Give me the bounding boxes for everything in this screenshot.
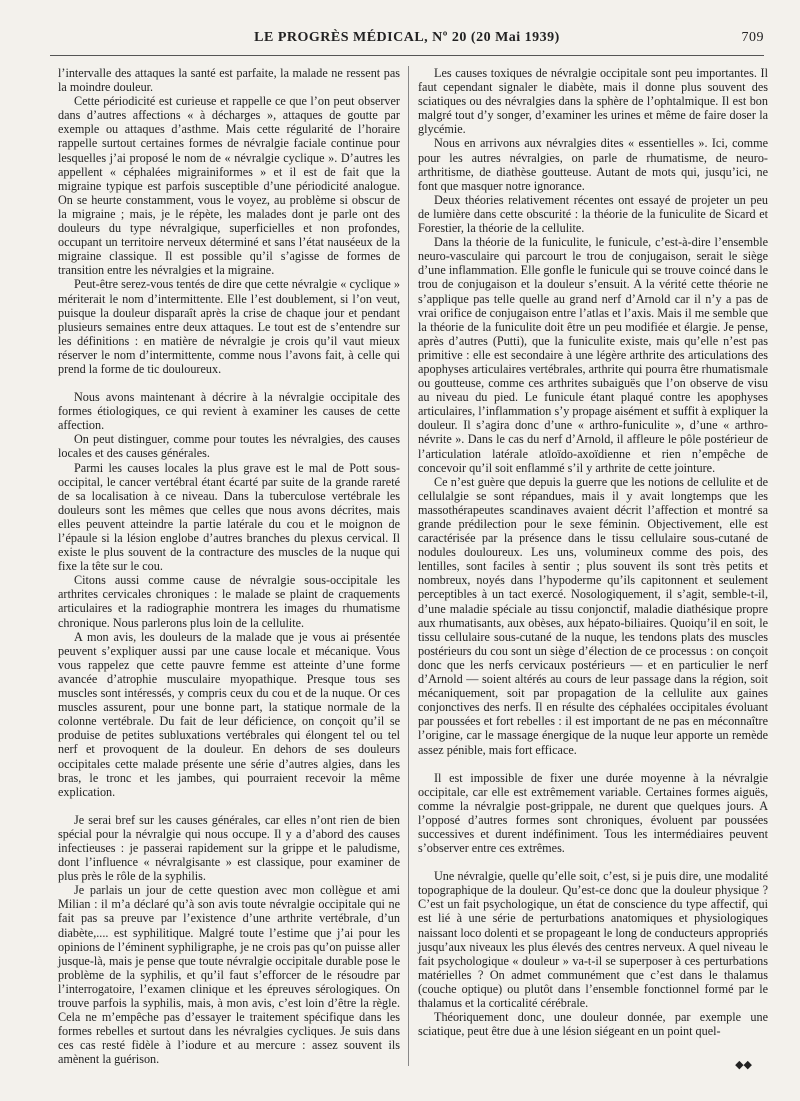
- paragraph: Nous avons maintenant à décrire à la névralgie occipitale des formes étiologiques, ce qui revient à examiner les causes de cette affection.: [58, 390, 400, 433]
- paragraph: Cette périodicité est curieuse et rappelle ce que l’on peut observer dans d’autres affections « à décharges », attaques de goutte par exemple ou attaques d’asthme. Mais cette régularité de l’horaire rappelle surtout certaines formes de névralgie faciale continue pour lesquelles j’ai proposé le nom de « névralgie cyclique ». D’autres les appellent « céphalées migrainiformes » et il est de fait que la migraine typique est parfois susceptible d’une périodicité analogue. On se heurte constamment, vous le voyez, au problème si obscur de la migraine ; mais, je le répète, les malades dont je parle ont des douleurs du type névralgique, superficielles et non profondes, occupant un territoire nerveux déterminé et sans l’état nauséeux de la migraine classique. Il est possible qu’il s’agisse de formes de transition entre les névralgies et la migraine.: [58, 94, 400, 278]
- paragraph: Nous en arrivons aux névralgies dites « essentielles ». Ici, comme pour les autres névralgies, on parle de rhumatisme, de neuro-arthritisme, de diathèse goutteuse. Autant de mots qui, jusqu’ici, ne font que masquer notre ignorance.: [418, 136, 768, 193]
- paragraph: Parmi les causes locales la plus grave est le mal de Pott sous-occipital, le cancer vertébral étant écarté par suite de la grande rareté de sa localisation à ce niveau. Dans la tuberculose vertébrale les douleurs sont les mêmes que celles que nous avons décrites, mais elles peuvent atteindre la partie latérale du cou et le moignon de l’épaule si la lésion englobe d’autres branches du plexus cervical. Il existe le plus souvent de la contracture des muscles de la nuque qui fixe la tête sur le cou.: [58, 460, 400, 574]
- column-divider: [408, 66, 409, 1066]
- paragraph: Je serai bref sur les causes générales, car elles n’ont rien de bien spécial pour la névralgie qui nous occupe. Il y a d’abord des causes infectieuses : je passerai rapidement sur la grippe et le paludisme, dont l’influence « névralgisante » est classique, pour examiner de plus près le rôle de la syphilis.: [58, 812, 400, 884]
- paragraph: A mon avis, les douleurs de la malade que je vous ai présentée peuvent s’expliquer aussi par une cause locale et mécanique. Vous vous rappelez que cette pauvre femme est atteinte d’une forme avancée d’atrophie musculaire myopathique. Presque tous ses muscles sont intéressés, y compris ceux du cou et de la nuque. Or ces muscles assurent, pour une bonne part, la statique normale de la colonne vertébrale. Du fait de leur déficience, on conçoit qu’il se produise de petites subluxations vertébrales qui élongent tel ou tel nerf et provoquent de la douleur. En dehors de ses douleurs occipitales cette malade présente une série d’autres algies, dans les bras, le tronc et les jambes, qui pourraient recevoir la même explication.: [58, 629, 400, 799]
- page-number: 709: [741, 30, 764, 45]
- paragraph: Je parlais un jour de cette question avec mon collègue et ami Milian : il m’a déclaré qu’à son avis toute névralgie occipitale qui ne fait pas sa preuve par l’existence d’une arthrite vertébrale, d’un diabète,.... est syphilitique. Malgré toute l’estime que j’ai pour les opinions de l’éminent syphiligraphe, je ne crois pas qu’on puisse aller jusque-là, mais je pense que toute névralgie occipitale durable pose le problème de la syphilis, et qu’il faut s’efforcer de le résoudre par l’interrogatoire, l’examen clinique et les épreuves sérologiques. On trouve parfois la syphilis, mais, à mon avis, c’est loin d’être la règle. Cela ne m’empêche pas d’essayer le traitement spécifique dans les formes rebelles et surtout dans les névralgies cycliques. Je suis dans ces cas resté fidèle à l’iodure et au mercure : assez souvent ils amènent la guérison.: [58, 883, 400, 1067]
- paragraph: Dans la théorie de la funiculite, le funicule, c’est-à-dire l’ensemble neuro-vasculaire qui parcourt le trou de conjugaison, serait le siège d’une inflammation. Elle gonfle le funicule qui se trouve coincé dans le trou de conjugaison et la douleur s’ensuit. A la vérité cette théorie ne s’applique pas telle quelle au grand nerf d’Arnold car il n’y a pas de vrai orifice de conjugaison entre l’atlas et l’axis. Mais il me semble que la théorie de la funiculite doit être un peu modifiée et élargie. Je pense, après d’autres (Putti), que la funiculite existe, mais qu’elle n’est pas primitive : elle est secondaire à une légère arthrite des articulations des apophyses articulaires vertébrales, arthrite qui pourra être rhumatismale ou goutteuse, comme ces arthrites subaiguës que l’on observe de visu au niveau du pied. Le funicule étant plaqué contre les apophyses articulaires, l’inflammation s’y propage aisément et suffit à expliquer la douleur. Il s’agira donc d’une « arthro-funiculite », d’une « arthro-névrite ». Dans le cas du nerf d’Arnold, il affleure le pôle postérieur de l’articulation latérale atloïdo-axoïdienne et rien n’empêche de concevoir qu’il soit enflammé s’il y arthrite de cette jointure.: [418, 235, 768, 475]
- paragraph: l’intervalle des attaques la santé est parfaite, la malade ne ressent pas la moindre douleur.: [58, 66, 400, 95]
- paragraph: Peut-être serez-vous tentés de dire que cette névralgie « cyclique » mériterait le nom d’intermittente. Elle l’est doublement, si l’on veut, puisque la douleur disparaît après la crise de chaque jour et pendant plusieurs semaines entre deux attaques. Le tout est de s’entendre sur les définitions : en matière de névralgie je crois qu’il vaut mieux réserver le nom d’intermittente, comme nous l’avons fait, à celle qui prend la forme de tic douloureux.: [58, 277, 400, 376]
- paragraph: Citons aussi comme cause de névralgie sous-occipitale les arthrites cervicales chroniques : le malade se plaint de craquements articulaires et la radiographie montrera les images du rhumatisme chronique. Nous parlerons plus loin de la cellulite.: [58, 573, 400, 630]
- running-header: [50, 30, 764, 52]
- paragraph: Ce n’est guère que depuis la guerre que les notions de cellulite et de cellulalgie se sont répandues, mais il y avait longtemps que les massothérapeutes scandinaves avaient décrit l’affection et montré sa grande prédilection pour le sexe féminin. Objectivement, elle est caractérisée par la présence dans le tissu cellulaire sous-cutané de nodules douloureux. Les uns, volumineux comme des pois, des lentilles, sont faciles à sentir ; plus souvent ils sont très petits et nombreux, noyés dans l’hypoderme qu’ils capitonnent et seulement perceptibles à un tact exercé. Nosologiquement, il s’agit, semble-t-il, d’une maladie spéciale au tissu conjonctif, maladie diathésique propre aux rhumatisants, aux obèses, aux hépato-biliaires. Quoiqu’il en soit, le tissu cellulaire sous-cutané de la nuque, les tendons plats des muscles postérieurs du cou sont un siège d’élection de ce processus : on conçoit donc que les nerfs cervicaux postérieurs — et en particulier le nerf d’Arnold — soient altérés au cours de leur passage dans la région, soit mécaniquement, soit par propagation de la cellulite aux gaines conjonctives des nerfs. Il en résulte des céphalées occipitales évoluant par poussées et fort rebelles : il est important de ne pas en méconnaître l’origine, car le massage énergique de la nuque leur apporte un remède assez pénible, mais fort efficace.: [418, 474, 768, 757]
- header-rule: [50, 55, 764, 56]
- footer-ornament: ◆◆: [735, 1059, 752, 1071]
- paragraph: Théoriquement donc, une douleur donnée, par exemple une sciatique, peut être due à une lésion siégeant en un point quel-: [418, 1010, 768, 1039]
- paragraph: Les causes toxiques de névralgie occipitale sont peu importantes. Il faut cependant signaler le diabète, mais il donne plus souvent des sciatiques ou des névralgies dans la sphère de l’ophtalmique. Il est bon malgré tout d’y songer, d’examiner les urines et même de faire doser la glycémie.: [418, 66, 768, 137]
- left-column: [58, 66, 400, 1066]
- paragraph: Il est impossible de fixer une durée moyenne à la névralgie occipitale, car elle est extrêmement variable. Certaines formes aiguës, comme la névralgie post-grippale, ne durent que quelques jours. A l’opposé d’autres formes sont chroniques, évoluent par poussées successives et durent indéfiniment. Tous les intermédiaires peuvent s’observer entre ces extrêmes.: [418, 770, 768, 856]
- right-column: [418, 66, 768, 1038]
- journal-title: LE PROGRÈS MÉDICAL, Nº 20 (20 Mai 1939): [254, 30, 560, 45]
- paragraph: Deux théories relativement récentes ont essayé de projeter un peu de lumière dans cette obscurité : la théorie de la funiculite de Sicard et Forestier, la théorie de la cellulite.: [418, 192, 768, 236]
- paragraph: On peut distinguer, comme pour toutes les névralgies, des causes locales et des causes générales.: [58, 432, 400, 461]
- paragraph: Une névralgie, quelle qu’elle soit, c’est, si je puis dire, une modalité topographique de la douleur. Qu’est-ce donc que la douleur physique ? C’est un fait psychologique, un état de conscience du type affectif, qui est lié à une série de perturbations anatomiques et physiologiques naissant loco dolenti et se propageant le long de conducteurs appropriés jusqu’aux niveaux les plus élevés des centres nerveux. A quel niveau le fait psychologique « douleur » va-t-il se superposer à ces perturbations matérielles ? On admet communément que c’est dans le thalamus (couche optique) ou plutôt dans l’ensemble fonctionnel formé par le thalamus et la corticalité cérébrale.: [418, 869, 768, 1010]
